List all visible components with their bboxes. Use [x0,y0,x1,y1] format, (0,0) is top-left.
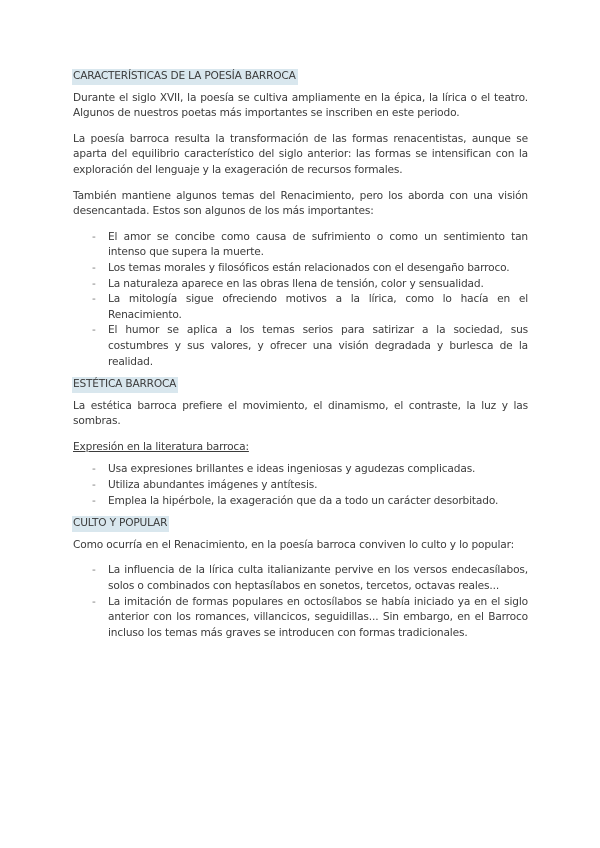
dash-marker: - [92,494,96,507]
bullet-list [73,462,528,509]
section-heading: CARACTERÍSTICAS DE LA POESÍA BARROCA [72,69,298,85]
list-item: - El amor se concibe como causa de sufrimiento o como un sentimiento tan intenso que supera la muerte. [92,230,528,259]
dash-marker: - [92,261,96,274]
dash-marker: - [92,463,96,476]
list-item: - La influencia de la lírica culta italianizante pervive en los versos endecasílabos, solos o combinados con heptasílabos en sonetos, tercetos, octavas reales... [92,564,528,593]
list-item: - Utiliza abundantes imágenes y antítesis. [73,478,528,494]
list-item: - La naturaleza aparece en las obras llena de tensión, color y sensualidad. [73,277,528,293]
section-heading: ESTÉTICA BARROCA [72,377,178,393]
paragraph: La estética barroca prefiere el movimiento, el dinamismo, el contraste, la luz y las sombras. [73,399,528,428]
list-item: - Los temas morales y filosóficos están relacionados con el desengaño barroco. [73,261,528,277]
dash-marker: - [92,324,96,337]
section-caracteristicas [73,69,528,370]
dash-marker: - [92,277,96,290]
bullet-list [73,563,528,641]
subheading: Expresión en la literatura barroca: [73,440,249,453]
paragraph: Durante el siglo XVII, la poesía se cultiva ampliamente en la épica, la lírica o el teatro. Algunos de nuestros poetas más importantes se inscriben en este periodo. [73,91,528,120]
dash-marker: - [92,479,96,492]
dash-marker: - [92,595,96,608]
paragraph: También mantiene algunos temas del Renacimiento, pero los aborda con una visión desencantada. Estos son algunos de los más importantes: [73,189,528,218]
section-estetica [73,377,528,509]
list-item: - El humor se aplica a los temas serios para satirizar a la sociedad, sus costumbres y sus valores, y ofrecer una visión degradada y burlesca de la realidad. [92,324,528,368]
section-culto-popular [73,516,528,641]
list-item: - Usa expresiones brillantes e ideas ingeniosas y agudezas complicadas. [73,462,528,478]
dash-marker: - [92,564,96,577]
section-heading: CULTO Y POPULAR [72,516,169,532]
list-item: - La mitología sigue ofreciendo motivos a la lírica, como lo hacía en el Renacimiento. [92,293,528,321]
dash-marker: - [92,230,96,243]
paragraph: Como ocurría en el Renacimiento, en la poesía barroca conviven lo culto y lo popular: [73,538,515,551]
dash-marker: - [92,293,96,306]
list-item: - La imitación de formas populares en octosílabos se había iniciado ya en el siglo anterior con los romances, villancicos, seguidillas... Sin embargo, en el Barroco incluso los temas más graves se introducen con formas tradicionales. [92,595,528,639]
bullet-list [73,230,528,370]
list-item: - Emplea la hipérbole, la exageración que da a todo un carácter desorbitado. [73,494,528,510]
paragraph: La poesía barroca resulta la transformación de las formas renacentistas, aunque se aparta del equilibrio característico del siglo anterior: las formas se intensifican con la exploración del lenguaje y la exageración de recursos formales. [73,132,528,176]
